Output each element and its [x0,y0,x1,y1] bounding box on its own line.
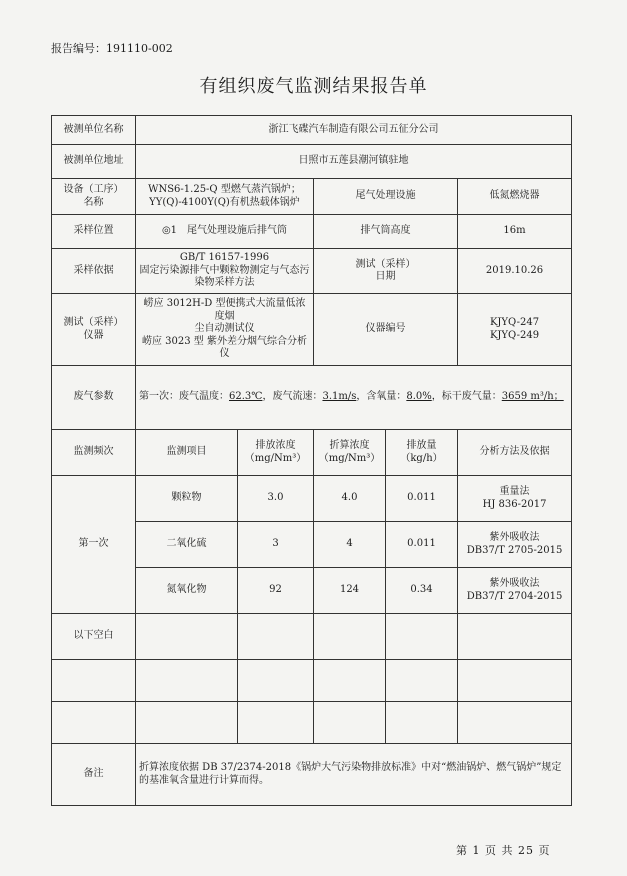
results-table [51,115,572,806]
equipment-name: WNS6-1.25-Q 型燃气蒸汽锅炉； YY(Q)-4100Y(Q)有机热载体锅炉 [136,179,314,215]
item: 氮氧化物 [136,568,238,614]
position-label: 采样位置 [52,215,136,249]
table-row [52,476,572,522]
sampling-position: ◎1 尾气处理设施后排气筒 [136,215,314,249]
unit-address: 日照市五莲县潮河镇驻地 [136,145,572,179]
row-instrument [52,294,572,366]
instrument-no: KJYQ-247 KJYQ-249 [458,294,572,366]
emission: 3 [238,522,314,568]
treatment-label: 尾气处理设施 [314,179,458,215]
frequency: 第一次 [52,476,136,614]
converted: 4 [314,522,386,568]
results-header-row [52,430,572,476]
empty-row [52,702,572,744]
row-unit-name [52,116,572,145]
date-label: 测试（采样） 日期 [314,249,458,294]
unit-name-label: 被测单位名称 [52,116,136,145]
remarks-text: 折算浓度依据 DB 37/2374-2018《锅炉大气污染物排放标准》中对“燃油锅炉、燃气锅炉”规定的基准氧含量进行计算而得。 [136,744,572,806]
method: 紫外吸收法 DB37/T 2704-2015 [458,568,572,614]
instrument-no-label: 仪器编号 [314,294,458,366]
unit-address-label: 被测单位地址 [52,145,136,179]
page-number: 第 1 页 共 25 页 [456,844,551,857]
header-frequency: 监测频次 [52,430,136,476]
sampling-date: 2019.10.26 [458,249,572,294]
header-emission: 排放浓度 （mg/Nm³） [238,430,314,476]
remarks-label: 备注 [52,744,136,806]
stack-height-label: 排气筒高度 [314,215,458,249]
method: 重量法 HJ 836-2017 [458,476,572,522]
instrument: 崂应 3012H-D 型便携式大流量低浓度烟 尘自动测试仪 崂应 3023 型 紫外差分烟气综合分析仪 [136,294,314,366]
converted: 4.0 [314,476,386,522]
header-method: 分析方法及依据 [458,430,572,476]
blank-label: 以下空白 [52,614,136,660]
header-amount: 排放量 （kg/h） [386,430,458,476]
amount: 0.011 [386,476,458,522]
row-exhaust [52,366,572,430]
exhaust-params [136,366,572,430]
report-number: 报告编号：191110-002 [51,42,173,55]
row-equipment [52,179,572,215]
unit-name: 浙江飞碟汽车制造有限公司五征分公司 [136,116,572,145]
exhaust-prefix: 第一次：废气温度： [139,391,229,403]
exhaust-flow-label: ，标干废气量： [431,391,502,403]
row-basis [52,249,572,294]
row-remarks [52,744,572,806]
emission: 92 [238,568,314,614]
header-converted: 折算浓度 （mg/Nm³） [314,430,386,476]
emission: 3.0 [238,476,314,522]
exhaust-oxygen-label: ，含氧量： [356,391,407,403]
exhaust-oxygen: 8.0% [406,391,432,403]
item: 二氧化硫 [136,522,238,568]
instrument-label: 测试（采样） 仪器 [52,294,136,366]
exhaust-label: 废气参数 [52,366,136,430]
header-item: 监测项目 [136,430,238,476]
amount: 0.011 [386,522,458,568]
row-position [52,215,572,249]
exhaust-flow: 3659 m³/h； [501,391,564,403]
converted: 124 [314,568,386,614]
empty-row [52,660,572,702]
blank-row [52,614,572,660]
item: 颗粒物 [136,476,238,522]
amount: 0.34 [386,568,458,614]
method: 紫外吸收法 DB37/T 2705-2015 [458,522,572,568]
treatment-facility: 低氮燃烧器 [458,179,572,215]
equipment-label: 设备（工序） 名称 [52,179,136,215]
exhaust-speed: 3.1m/s [322,391,357,403]
row-unit-address [52,145,572,179]
exhaust-temp: 62.3℃ [229,391,263,403]
page-title: 有组织废气监测结果报告单 [199,76,428,97]
exhaust-speed-label: ，废气流速： [262,391,323,403]
stack-height: 16m [458,215,572,249]
basis-label: 采样依据 [52,249,136,294]
sampling-basis: GB/T 16157-1996 固定污染源排气中颗粒物测定与气态污 染物采样方法 [136,249,314,294]
